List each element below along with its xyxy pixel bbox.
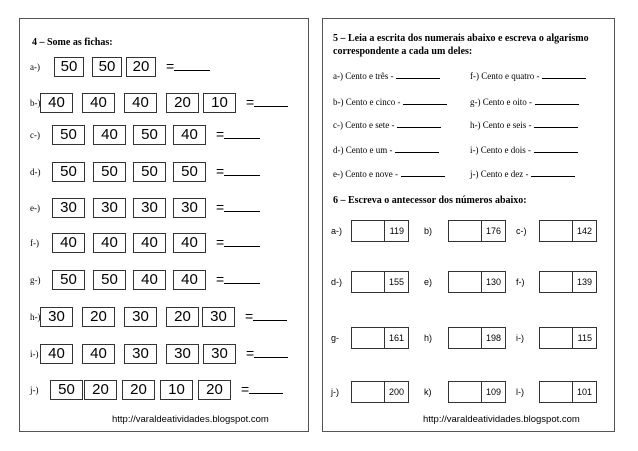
numeral-word-item <box>470 97 579 107</box>
number-card: 20 <box>166 93 199 113</box>
equals-sign: = <box>246 345 255 361</box>
number-card: 40 <box>173 233 206 253</box>
given-number: 161 <box>388 333 404 343</box>
numeral-word-item <box>470 120 578 130</box>
answer-line[interactable] <box>534 120 578 128</box>
number-card: 30 <box>203 344 236 364</box>
predecessor-box <box>539 381 597 403</box>
equals-sign: = <box>241 381 250 397</box>
answer-blank[interactable] <box>246 94 288 110</box>
number-card: 40 <box>82 344 115 364</box>
numeral-word-text: j-) Cento e dez - <box>470 169 529 179</box>
numeral-word-text: c-) Cento e sete - <box>333 120 395 130</box>
answer-line[interactable] <box>224 201 260 212</box>
answer-blank[interactable] <box>216 163 260 179</box>
exercise-4-row-label: f-) <box>30 238 39 248</box>
answer-blank[interactable] <box>216 199 260 215</box>
number-card: 50 <box>173 162 206 182</box>
numeral-word-text: h-) Cento e seis - <box>470 120 532 130</box>
answer-line[interactable] <box>542 71 586 79</box>
numeral-word-text: b-) Cento e cinco - <box>333 97 401 107</box>
given-number: 115 <box>577 333 592 343</box>
answer-line[interactable] <box>224 165 260 176</box>
predecessor-item-label: l-) <box>516 387 524 397</box>
exercise-4-title: 4 – Some as fichas: <box>32 37 113 48</box>
predecessor-item-label: f-) <box>516 277 525 287</box>
numeral-word-item <box>333 97 447 107</box>
answer-line[interactable] <box>395 145 439 153</box>
numeral-word-text: d-) Cento e um - <box>333 145 393 155</box>
numeral-word-item <box>470 169 575 179</box>
exercise-4-row-label: c-) <box>30 130 40 140</box>
answer-line[interactable] <box>401 169 445 177</box>
predecessor-answer-cell[interactable] <box>352 328 385 348</box>
predecessor-answer-cell[interactable] <box>449 328 482 348</box>
equals-sign: = <box>216 234 225 250</box>
answer-blank[interactable] <box>245 308 287 324</box>
equals-sign: = <box>216 199 225 215</box>
equals-sign: = <box>216 271 225 287</box>
predecessor-answer-cell[interactable] <box>352 382 385 402</box>
number-card: 50 <box>92 57 122 77</box>
answer-blank[interactable] <box>216 234 260 250</box>
number-card: 30 <box>133 198 166 218</box>
given-number: 198 <box>485 333 501 343</box>
numeral-word-item <box>470 145 578 155</box>
predecessor-box <box>351 381 409 403</box>
equals-sign: = <box>216 163 225 179</box>
number-card: 20 <box>122 380 155 400</box>
answer-line[interactable] <box>254 347 288 358</box>
number-card: 30 <box>202 307 235 327</box>
exercise-4-row-label: g-) <box>30 275 41 285</box>
exercise-6-title: 6 – Escreva o antecessor dos números abaixo: <box>333 195 527 206</box>
number-card: 40 <box>173 270 206 290</box>
number-card: 30 <box>173 198 206 218</box>
numeral-word-text: g-) Cento e oito - <box>470 97 532 107</box>
given-number: 139 <box>576 277 592 287</box>
numeral-word-text: a-) Cento e três - <box>333 71 394 81</box>
number-card: 40 <box>93 233 126 253</box>
predecessor-item-label: c-) <box>516 226 527 236</box>
predecessor-answer-cell[interactable] <box>449 221 482 241</box>
predecessor-answer-cell[interactable] <box>352 221 385 241</box>
predecessor-item-label: e) <box>424 277 433 287</box>
predecessor-answer-cell[interactable] <box>540 328 573 348</box>
number-card: 10 <box>160 380 193 400</box>
predecessor-box <box>539 220 597 242</box>
number-card: 20 <box>84 380 117 400</box>
answer-line[interactable] <box>254 96 288 107</box>
exercise-4-row-label: j-) <box>30 385 39 395</box>
right-footer-url: http://varaldeatividades.blogspot.com <box>423 414 580 425</box>
answer-blank[interactable] <box>246 345 288 361</box>
numeral-word-item <box>470 71 586 81</box>
exercise-5-title-line2: correspondente a cada um deles: <box>333 46 473 57</box>
predecessor-item-label: d-) <box>331 277 342 287</box>
number-card: 10 <box>203 93 236 113</box>
exercise-4-row-label: h-) <box>30 312 41 322</box>
number-card: 30 <box>93 198 126 218</box>
numeral-word-text: e-) Cento e nove - <box>333 169 398 179</box>
exercise-5-title-line1: 5 – Leia a escrita dos numerais abaixo e escreva o algarismo <box>333 33 589 44</box>
predecessor-item-label: b) <box>424 226 433 236</box>
given-number: 119 <box>389 226 404 236</box>
predecessor-item-label: i-) <box>516 333 524 343</box>
answer-line[interactable] <box>253 310 287 321</box>
number-card: 30 <box>124 344 157 364</box>
number-card: 30 <box>40 307 73 327</box>
number-card: 50 <box>52 125 85 145</box>
number-card: 20 <box>166 307 199 327</box>
equals-sign: = <box>246 94 255 110</box>
predecessor-item-label: k) <box>424 387 432 397</box>
answer-line[interactable] <box>249 383 283 394</box>
given-number: 142 <box>576 226 592 236</box>
predecessor-answer-cell[interactable] <box>540 221 573 241</box>
exercise-4-row-label: d-) <box>30 167 41 177</box>
exercise-4-row-label: i-) <box>30 349 39 359</box>
given-number: 176 <box>485 226 501 236</box>
answer-line[interactable] <box>174 60 210 71</box>
predecessor-box <box>448 327 506 349</box>
numeral-word-text: f-) Cento e quatro - <box>470 71 540 81</box>
number-card: 50 <box>133 125 166 145</box>
predecessor-box <box>351 271 409 293</box>
number-card: 40 <box>93 125 126 145</box>
exercise-4-row-label: e-) <box>30 203 40 213</box>
numeral-word-item <box>333 120 441 130</box>
number-card: 40 <box>173 125 206 145</box>
predecessor-answer-cell[interactable] <box>540 272 573 292</box>
predecessor-box <box>539 327 597 349</box>
given-number: 200 <box>388 387 404 397</box>
number-card: 50 <box>93 162 126 182</box>
predecessor-box <box>448 220 506 242</box>
number-card: 40 <box>82 93 115 113</box>
answer-line[interactable] <box>403 97 447 105</box>
predecessor-answer-cell[interactable] <box>352 272 385 292</box>
number-card: 40 <box>133 233 166 253</box>
number-card: 50 <box>52 162 85 182</box>
number-card: 50 <box>52 270 85 290</box>
number-card: 50 <box>133 162 166 182</box>
equals-sign: = <box>166 58 175 74</box>
answer-line[interactable] <box>534 145 578 153</box>
given-number: 155 <box>388 277 404 287</box>
predecessor-answer-cell[interactable] <box>449 382 482 402</box>
predecessor-box <box>351 220 409 242</box>
number-card: 20 <box>82 307 115 327</box>
answer-line[interactable] <box>224 128 260 139</box>
predecessor-answer-cell[interactable] <box>540 382 573 402</box>
predecessor-item-label: h) <box>424 333 433 343</box>
answer-blank[interactable] <box>166 58 210 74</box>
exercise-4-row-label: a-) <box>30 62 40 72</box>
answer-line[interactable] <box>397 120 441 128</box>
answer-blank[interactable] <box>241 381 283 397</box>
answer-line[interactable] <box>535 97 579 105</box>
number-card: 50 <box>50 380 83 400</box>
number-card: 30 <box>52 198 85 218</box>
predecessor-box <box>539 271 597 293</box>
answer-line[interactable] <box>224 236 260 247</box>
given-number: 130 <box>485 277 501 287</box>
left-footer-url: http://varaldeatividades.blogspot.com <box>112 414 269 425</box>
predecessor-item-label: a-) <box>331 226 342 236</box>
number-card: 40 <box>124 93 157 113</box>
numeral-word-item <box>333 71 440 81</box>
answer-blank[interactable] <box>216 271 260 287</box>
predecessor-answer-cell[interactable] <box>449 272 482 292</box>
predecessor-item-label: j-) <box>331 387 339 397</box>
answer-line[interactable] <box>531 169 575 177</box>
equals-sign: = <box>216 126 225 142</box>
number-card: 50 <box>93 270 126 290</box>
number-card: 20 <box>198 380 231 400</box>
numeral-word-item <box>333 145 439 155</box>
predecessor-box <box>448 381 506 403</box>
exercise-4-row-label: b-) <box>30 98 41 108</box>
number-card: 30 <box>166 344 199 364</box>
numeral-word-text: i-) Cento e dois - <box>470 145 531 155</box>
predecessor-box <box>351 327 409 349</box>
number-card: 40 <box>133 270 166 290</box>
left-worksheet-panel <box>19 18 309 432</box>
predecessor-box <box>448 271 506 293</box>
given-number: 109 <box>485 387 501 397</box>
answer-line[interactable] <box>224 273 260 284</box>
number-card: 40 <box>40 344 73 364</box>
given-number: 101 <box>576 387 592 397</box>
equals-sign: = <box>245 308 254 324</box>
predecessor-item-label: g- <box>331 333 340 343</box>
number-card: 40 <box>40 93 73 113</box>
number-card: 30 <box>124 307 157 327</box>
number-card: 20 <box>126 57 156 77</box>
answer-blank[interactable] <box>216 126 260 142</box>
number-card: 50 <box>54 57 84 77</box>
numeral-word-item <box>333 169 445 179</box>
right-worksheet-panel <box>322 18 615 432</box>
number-card: 40 <box>52 233 85 253</box>
answer-line[interactable] <box>396 71 440 79</box>
